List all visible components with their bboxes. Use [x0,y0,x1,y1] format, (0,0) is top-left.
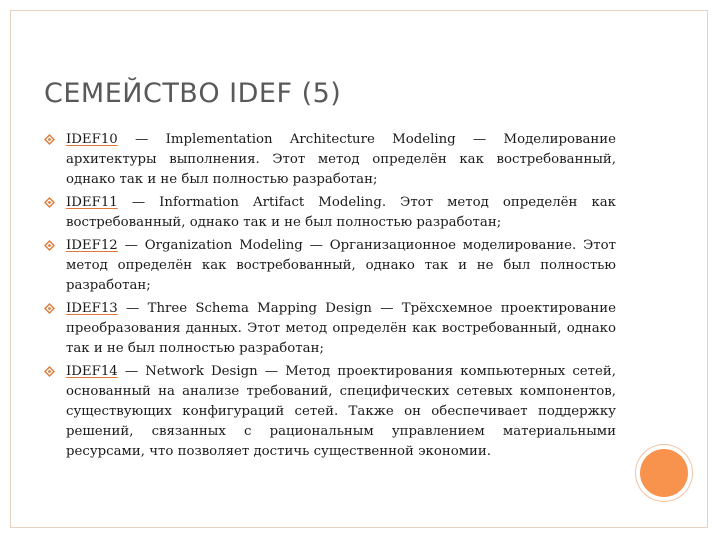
fleuron-bullet-icon [44,197,55,208]
fleuron-bullet-icon [44,303,55,314]
idef-code-link[interactable]: IDEF12 [66,238,118,253]
bullet-text: — Organization Modeling — Организационное моделирование. Этот метод определён как востребованный, однако так и не был полностью разработан; [66,238,616,293]
idef-code-link[interactable]: IDEF13 [66,301,118,316]
bullet-item-idef10 [44,130,616,190]
bullet-text: — Implementation Architecture Modeling — Моделирование архитектуры выполнения. Этот метод определён как востребованный, однако так и не был полностью разработан; [66,132,616,187]
idef-code-link[interactable]: IDEF10 [66,132,118,147]
bullet-item-idef13 [44,299,616,359]
bullet-text: — Three Schema Mapping Design — Трёхсхемное проектирование преобразования данных. Этот метод определён как востребованный, однако так и не был полностью разработан; [66,301,616,356]
fleuron-bullet-icon [44,240,55,251]
bullet-list [44,130,616,465]
fleuron-bullet-icon [44,134,55,145]
idef-code-link[interactable]: IDEF14 [66,364,118,379]
decorative-orange-circle [640,449,688,497]
bullet-item-idef12 [44,236,616,296]
bullet-item-idef11 [44,193,616,233]
fleuron-bullet-icon [44,366,55,377]
idef-code-link[interactable]: IDEF11 [66,195,118,210]
slide-title: СЕМЕЙСТВО IDEF (5) [44,78,342,109]
bullet-item-idef14 [44,362,616,462]
bullet-text: — Network Design — Метод проектирования компьютерных сетей, основанный на анализе требований, специфических сетевых компонентов, существующих конфигураций сетей. Также он обеспечивает поддержку решений, связанных с рациональным управлением материальными ресурсами, что позволяет достичь существенной экономии. [66,364,616,459]
bullet-text: — Information Artifact Modeling. Этот метод определён как востребованный, однако так и не был полностью разработан; [66,195,616,230]
